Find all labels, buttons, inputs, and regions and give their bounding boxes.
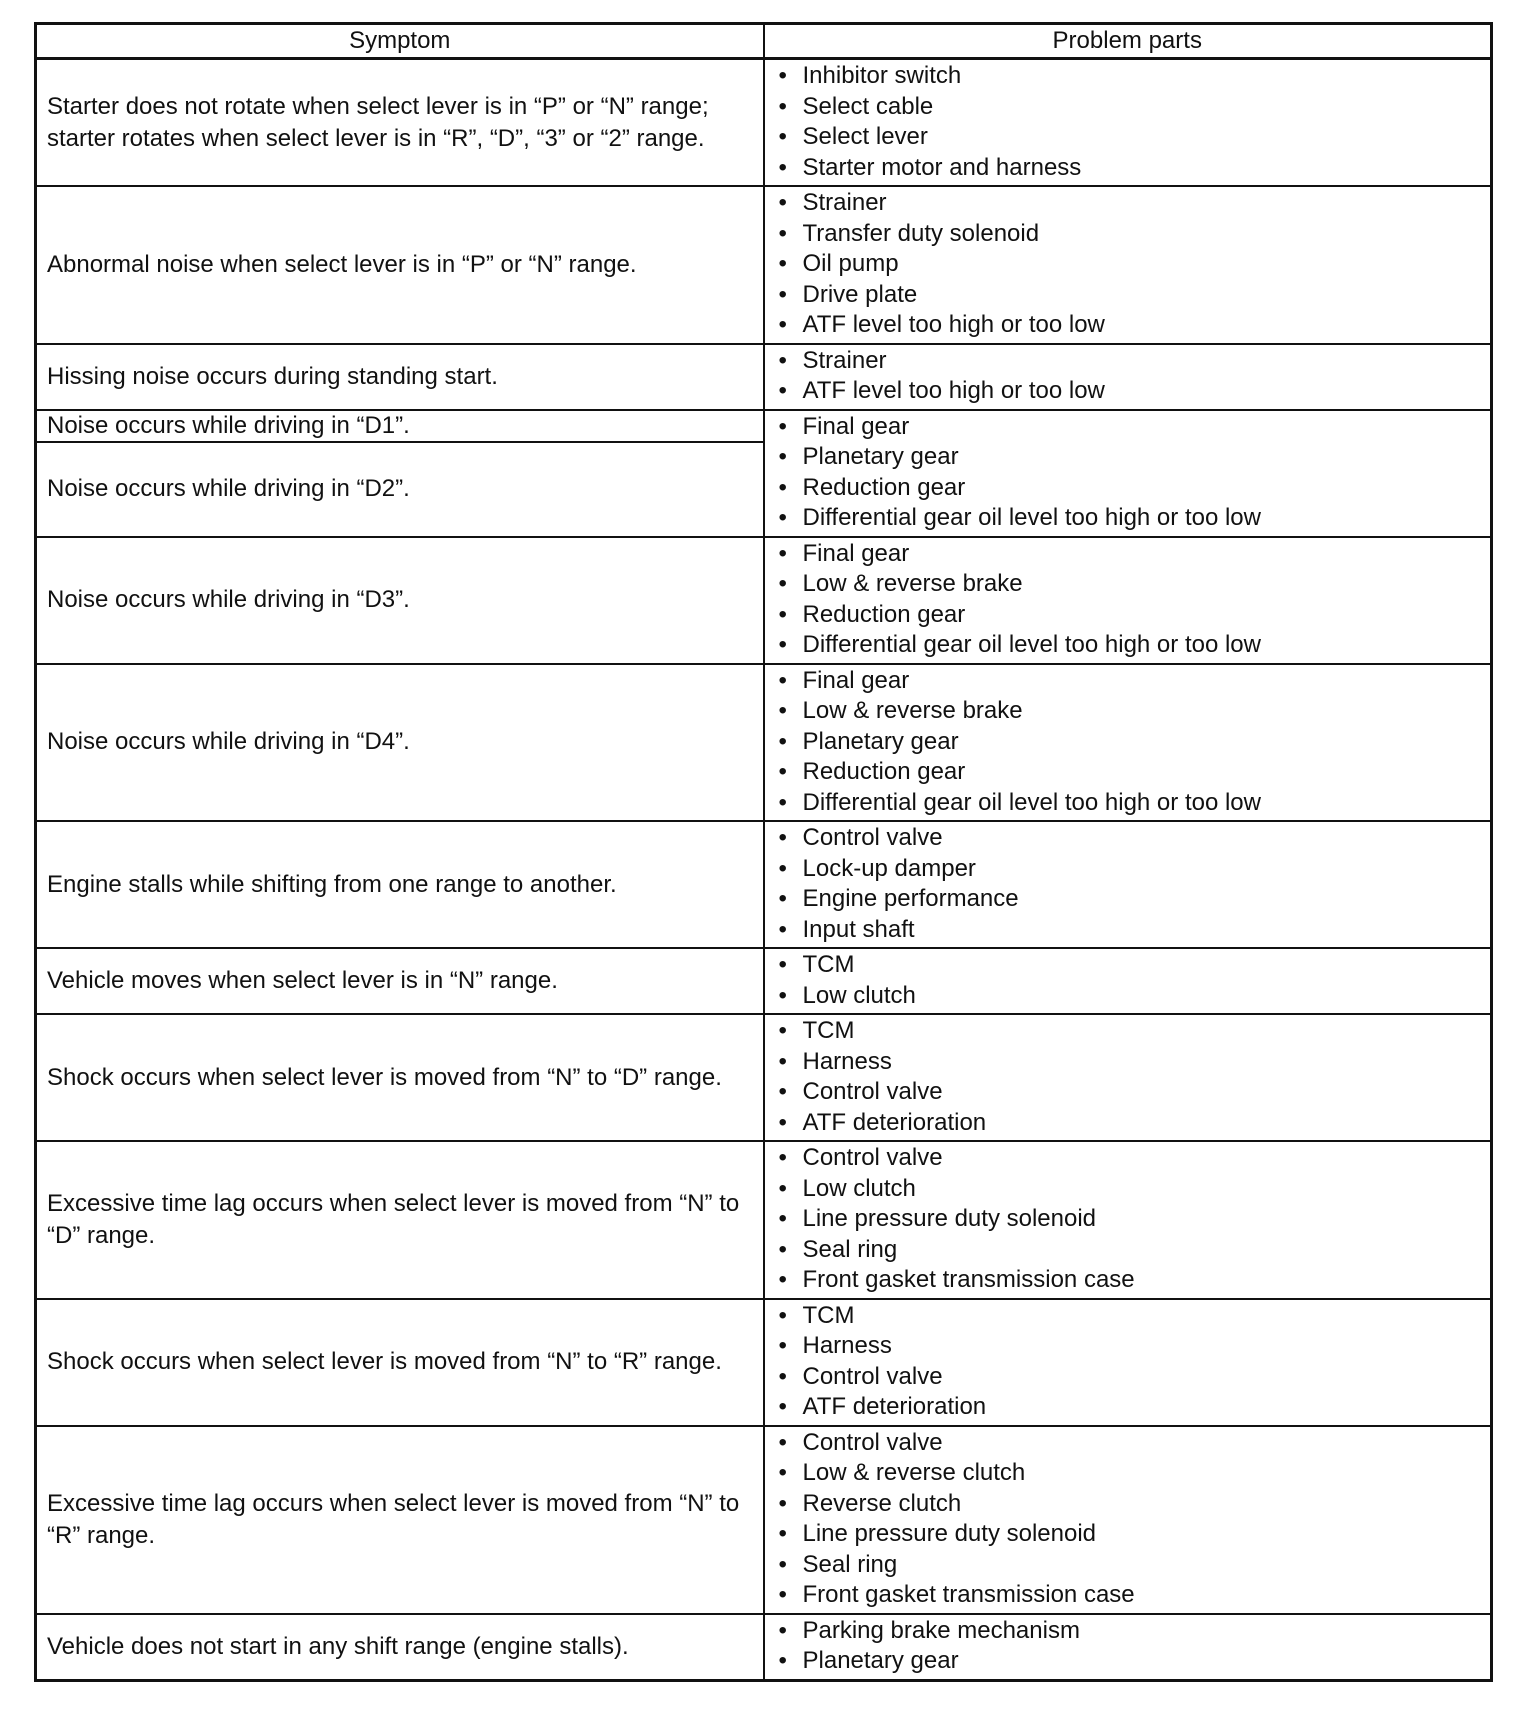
part-item: • Engine performance bbox=[777, 884, 1487, 915]
parts-list bbox=[777, 188, 1487, 341]
part-item: • Line pressure duty solenoid bbox=[777, 1519, 1487, 1550]
table-row bbox=[36, 186, 1492, 344]
problem-parts-cell bbox=[764, 537, 1492, 664]
parts-list bbox=[777, 539, 1487, 661]
table-header-row bbox=[36, 24, 1492, 59]
table-row bbox=[36, 410, 1492, 442]
part-item: • Planetary gear bbox=[777, 442, 1487, 473]
part-item: • Parking brake mechanism bbox=[777, 1616, 1487, 1647]
table-row bbox=[36, 537, 1492, 664]
part-item: • Planetary gear bbox=[777, 1646, 1487, 1677]
part-item: • Seal ring bbox=[777, 1235, 1487, 1266]
part-item: • Transfer duty solenoid bbox=[777, 219, 1487, 250]
symptom-cell: Starter does not rotate when select lever is in “P” or “N” range; starter rotates when select lever is in “R”, “D”, “3” or “2” range. bbox=[36, 59, 764, 187]
part-item: • TCM bbox=[777, 950, 1487, 981]
parts-list bbox=[777, 1616, 1487, 1677]
table-row bbox=[36, 59, 1492, 187]
symptom-cell: Vehicle moves when select lever is in “N” range. bbox=[36, 948, 764, 1014]
problem-parts-cell bbox=[764, 1014, 1492, 1141]
part-item: • Low clutch bbox=[777, 1174, 1487, 1205]
symptom-cell: Shock occurs when select lever is moved from “N” to “D” range. bbox=[36, 1014, 764, 1141]
part-item: • Front gasket transmission case bbox=[777, 1265, 1487, 1296]
part-item: • Control valve bbox=[777, 1362, 1487, 1393]
part-item: • Lock-up damper bbox=[777, 854, 1487, 885]
part-item: • Low & reverse brake bbox=[777, 569, 1487, 600]
table-row bbox=[36, 1141, 1492, 1299]
parts-list bbox=[777, 666, 1487, 819]
table-row bbox=[36, 1299, 1492, 1426]
header-problem-parts: Problem parts bbox=[764, 24, 1492, 59]
table-row bbox=[36, 664, 1492, 822]
parts-list bbox=[777, 346, 1487, 407]
symptom-parts-table bbox=[34, 22, 1493, 1682]
part-item: • Harness bbox=[777, 1047, 1487, 1078]
part-item: • Differential gear oil level too high or too low bbox=[777, 630, 1487, 661]
part-item: • Inhibitor switch bbox=[777, 61, 1487, 92]
part-item: • Reduction gear bbox=[777, 473, 1487, 504]
part-item: • Low & reverse brake bbox=[777, 696, 1487, 727]
part-item: • Low & reverse clutch bbox=[777, 1458, 1487, 1489]
table-row bbox=[36, 1426, 1492, 1614]
problem-parts-cell bbox=[764, 1141, 1492, 1299]
part-item: • Starter motor and harness bbox=[777, 153, 1487, 184]
problem-parts-cell bbox=[764, 410, 1492, 537]
part-item: • Harness bbox=[777, 1331, 1487, 1362]
part-item: • Strainer bbox=[777, 346, 1487, 377]
symptom-cell: Noise occurs while driving in “D1”. bbox=[36, 410, 764, 442]
parts-list bbox=[777, 1428, 1487, 1611]
problem-parts-cell bbox=[764, 186, 1492, 344]
table-row bbox=[36, 344, 1492, 410]
symptom-cell: Excessive time lag occurs when select lever is moved from “N” to “R” range. bbox=[36, 1426, 764, 1614]
symptom-cell: Noise occurs while driving in “D4”. bbox=[36, 664, 764, 822]
part-item: • Strainer bbox=[777, 188, 1487, 219]
part-item: • ATF deterioration bbox=[777, 1108, 1487, 1139]
header-symptom: Symptom bbox=[36, 24, 764, 59]
part-item: • Select lever bbox=[777, 122, 1487, 153]
problem-parts-cell bbox=[764, 664, 1492, 822]
part-item: • Reverse clutch bbox=[777, 1489, 1487, 1520]
symptom-cell: Abnormal noise when select lever is in “P” or “N” range. bbox=[36, 186, 764, 344]
table-row bbox=[36, 821, 1492, 948]
problem-parts-cell bbox=[764, 948, 1492, 1014]
part-item: • TCM bbox=[777, 1301, 1487, 1332]
table-row bbox=[36, 948, 1492, 1014]
symptom-cell: Engine stalls while shifting from one range to another. bbox=[36, 821, 764, 948]
part-item: • Differential gear oil level too high or too low bbox=[777, 503, 1487, 534]
parts-list bbox=[777, 1016, 1487, 1138]
part-item: • TCM bbox=[777, 1016, 1487, 1047]
part-item: • Reduction gear bbox=[777, 600, 1487, 631]
symptom-cell: Vehicle does not start in any shift range (engine stalls). bbox=[36, 1614, 764, 1681]
parts-list bbox=[777, 61, 1487, 183]
problem-parts-cell bbox=[764, 59, 1492, 187]
parts-list bbox=[777, 412, 1487, 534]
part-item: • Reduction gear bbox=[777, 757, 1487, 788]
part-item: • Input shaft bbox=[777, 915, 1487, 946]
part-item: • ATF level too high or too low bbox=[777, 310, 1487, 341]
symptom-cell: Excessive time lag occurs when select lever is moved from “N” to “D” range. bbox=[36, 1141, 764, 1299]
part-item: • Final gear bbox=[777, 539, 1487, 570]
symptom-cell: Shock occurs when select lever is moved from “N” to “R” range. bbox=[36, 1299, 764, 1426]
part-item: • Control valve bbox=[777, 823, 1487, 854]
part-item: • Drive plate bbox=[777, 280, 1487, 311]
parts-list bbox=[777, 950, 1487, 1011]
table-row bbox=[36, 1014, 1492, 1141]
part-item: • Control valve bbox=[777, 1077, 1487, 1108]
part-item: • Low clutch bbox=[777, 981, 1487, 1012]
parts-list bbox=[777, 1301, 1487, 1423]
parts-list bbox=[777, 1143, 1487, 1296]
part-item: • Front gasket transmission case bbox=[777, 1580, 1487, 1611]
symptom-cell: Noise occurs while driving in “D3”. bbox=[36, 537, 764, 664]
problem-parts-cell bbox=[764, 1614, 1492, 1681]
problem-parts-cell bbox=[764, 1426, 1492, 1614]
part-item: • Select cable bbox=[777, 92, 1487, 123]
part-item: • Final gear bbox=[777, 666, 1487, 697]
part-item: • Control valve bbox=[777, 1428, 1487, 1459]
part-item: • ATF deterioration bbox=[777, 1392, 1487, 1423]
part-item: • Control valve bbox=[777, 1143, 1487, 1174]
symptom-cell: Hissing noise occurs during standing start. bbox=[36, 344, 764, 410]
part-item: • ATF level too high or too low bbox=[777, 376, 1487, 407]
symptom-cell: Noise occurs while driving in “D2”. bbox=[36, 442, 764, 537]
table-row bbox=[36, 1614, 1492, 1681]
problem-parts-cell bbox=[764, 344, 1492, 410]
parts-list bbox=[777, 823, 1487, 945]
part-item: • Line pressure duty solenoid bbox=[777, 1204, 1487, 1235]
part-item: • Differential gear oil level too high or too low bbox=[777, 788, 1487, 819]
problem-parts-cell bbox=[764, 1299, 1492, 1426]
table-body bbox=[36, 59, 1492, 1681]
part-item: • Planetary gear bbox=[777, 727, 1487, 758]
part-item: • Oil pump bbox=[777, 249, 1487, 280]
part-item: • Final gear bbox=[777, 412, 1487, 443]
problem-parts-cell bbox=[764, 821, 1492, 948]
part-item: • Seal ring bbox=[777, 1550, 1487, 1581]
